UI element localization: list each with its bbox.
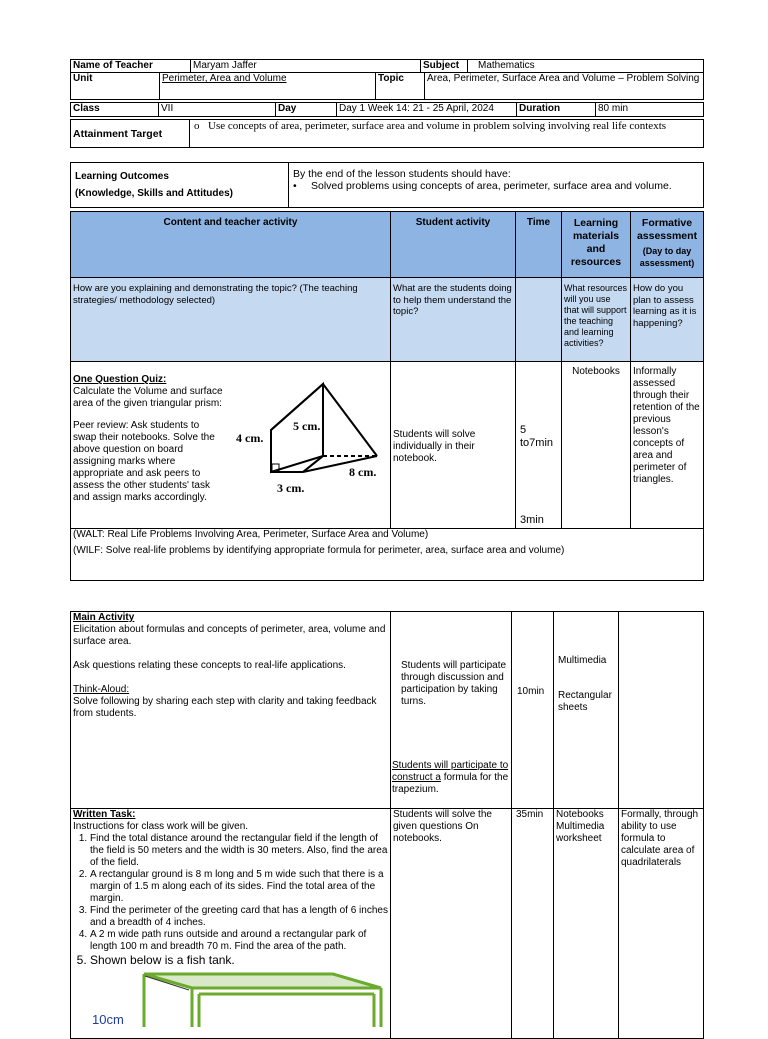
outcomes-label-line1: Learning Outcomes [75,171,169,182]
walt-text: (WALT: Real Life Problems Involving Area, Perimeter, Surface Area and Volume) [73,529,429,540]
class-label: Class [71,103,159,117]
main-student-2-rest: formula for the trapezium. [392,772,509,795]
task-item: 5. Shown below is a fish tank. [90,953,388,967]
outcomes-label [71,163,289,208]
outcomes-intro: By the end of the lesson students should have: [293,168,511,180]
header-formative-title: Formative assessment [636,217,698,242]
prism-label-slant: 5 cm. [293,419,321,433]
outcomes-label-line2: (Knowledge, Skills and Attitudes) [75,188,233,199]
walt-wilf-row [71,529,704,581]
guide-materials: What resources will you use that will support the teaching and learning activities? [562,278,631,362]
quiz-time-2: 3min [520,514,544,526]
unit-label: Unit [71,73,160,100]
subject-value: Mathematics [468,60,704,73]
attainment-bullet: o [194,120,200,132]
quiz-time [516,362,562,529]
attainment-label: Attainment Target [71,120,190,148]
guide-formative: How do you plan to assess learning as it is happening? [631,278,704,362]
main-student-1: Students will participate through discussion and participation by taking turns. [401,660,507,707]
header-materials: Learning materials and resources [562,212,631,278]
header-time: Time [516,212,562,278]
plan-guide-row [71,278,704,362]
think-aloud-title: Think-Aloud: [73,684,130,695]
main-activity-materials [554,612,619,809]
main-materials-1: Multimedia [558,655,607,666]
main-student-2 [392,760,510,796]
walt-wilf-cell [71,529,704,581]
task-item: 1. Find the total distance around the rectangular field if the length of the field is 50 meters and the width is 30 meters. Also, find the area of the field. [90,833,388,869]
main-student-2-underlined: Students will participate to construct a [392,760,509,783]
main-activity-formative [619,612,704,809]
task-item: 4. A 2 m wide path runs outside and around a rectangular park of length 100 m and breadth 70 m. Find the area of the path. [90,929,388,953]
plan-header-row [71,212,704,278]
fish-tank-figure [89,972,389,1027]
prism-label-base: 3 cm. [277,481,305,495]
task-item: 2. A rectangular ground is 8 m long and 5 m wide such that there is a margin of 1.5 m along each of its sides. Find the total area of the margin. [90,869,388,905]
class-value: VII [159,103,276,117]
header-content: Content and teacher activity [71,212,391,278]
attainment-value: Use concepts of area, perimeter, surface area and volume in problem solving involving real life contexts [208,120,667,132]
main-materials-2: Rectangular sheets [558,690,612,713]
duration-value: 80 min [596,103,704,117]
quiz-formative: Informally assessed through their retention of the previous lesson's concepts of area and perimeter of triangles. [631,362,704,529]
written-task-student: Students will solve the given questions On notebooks. [391,809,512,1039]
main-activity-title: Main Activity [73,612,135,623]
task-item: 3. Find the perimeter of the greeting card that has a length of 6 inches and a breadth of 4 inches. [90,905,388,929]
outcomes-content: By the end of the lesson students should have: • Solved problems using concepts of area, perimeter, surface area and volume. [289,163,704,208]
guide-content: How are you explaining and demonstrating the topic? (The teaching strategies/ methodology selected) [71,278,391,362]
learning-outcomes [70,162,704,208]
main-activity-table [70,611,704,1039]
main-activity-row [71,612,704,809]
quiz-time-1: 5 to7min [520,424,554,449]
quiz-content [71,362,391,529]
written-task-content [71,809,391,1039]
subject-label: Subject [421,60,468,73]
header-formative [631,212,704,278]
header-row-teacher [70,59,704,73]
written-task-title: Written Task: [73,809,136,820]
duration-label: Duration [517,103,596,117]
unit-value: Perimeter, Area and Volume [160,73,376,100]
tank-label: 10cm [92,1012,124,1027]
written-task-intro: Instructions for class work will be given. [73,821,249,832]
main-activity-content [71,612,391,809]
outcomes-bullet: Solved problems using concepts of area, perimeter, surface area and volume. [311,180,672,192]
quiz-text: Calculate the Volume and surface area of the given triangular prism: [73,386,223,409]
topic-value: Area, Perimeter, Surface Area and Volume – Problem Solving [425,73,704,100]
think-aloud-text: Solve following by sharing each step with clarity and taking feedback from students. [73,696,377,719]
day-label: Day [276,103,337,117]
quiz-materials: Notebooks [562,362,631,529]
quiz-row [71,362,704,529]
written-task-time: 35min [512,809,554,1039]
header-row-unit [70,72,704,100]
written-task-row [71,809,704,1039]
guide-student: What are the students doing to help them understand the topic? [391,278,516,362]
header-row-attainment [70,119,704,148]
main-time: 10min [517,686,545,697]
triangular-prism-figure [231,380,386,500]
header-formative-sub: (Day to day assessment) [639,246,695,268]
written-task-list [73,833,388,967]
prism-label-length: 8 cm. [349,465,377,479]
quiz-peer-review: Peer review: Ask students to swap their notebooks. Solve the above question on board assigning marks where appropriate and ask peers to assess the other students' task and assign marks accordingly. [73,420,215,503]
attainment-cell [190,120,704,148]
main-activity-ask: Ask questions relating these concepts to real-life applications. [73,660,346,671]
quiz-student: Students will solve individually in their notebook. [391,362,516,529]
teacher-value: Maryam Jaffer [191,60,421,73]
topic-label: Topic [376,73,425,100]
written-task-formative: Formally, through ability to use formula to calculate area of quadrilaterals [619,809,704,1039]
header-row-class [70,102,704,117]
prism-label-height: 4 cm. [236,431,264,445]
header-student: Student activity [391,212,516,278]
guide-time [516,278,562,362]
day-value: Day 1 Week 14: 21 - 25 April, 2024 [337,103,517,117]
main-activity-time [512,612,554,809]
lesson-plan-table [70,211,704,581]
main-activity-student [391,612,512,809]
teacher-label: Name of Teacher [71,60,191,73]
written-task-materials: Notebooks Multimedia worksheet [554,809,619,1039]
main-activity-text: Elicitation about formulas and concepts of perimeter, area, volume and surface area. [73,624,386,647]
wilf-text: (WILF: Solve real-life problems by identifying appropriate formula for perimeter, area, surface area and volume) [73,545,565,556]
quiz-title: One Question Quiz: [73,374,167,385]
